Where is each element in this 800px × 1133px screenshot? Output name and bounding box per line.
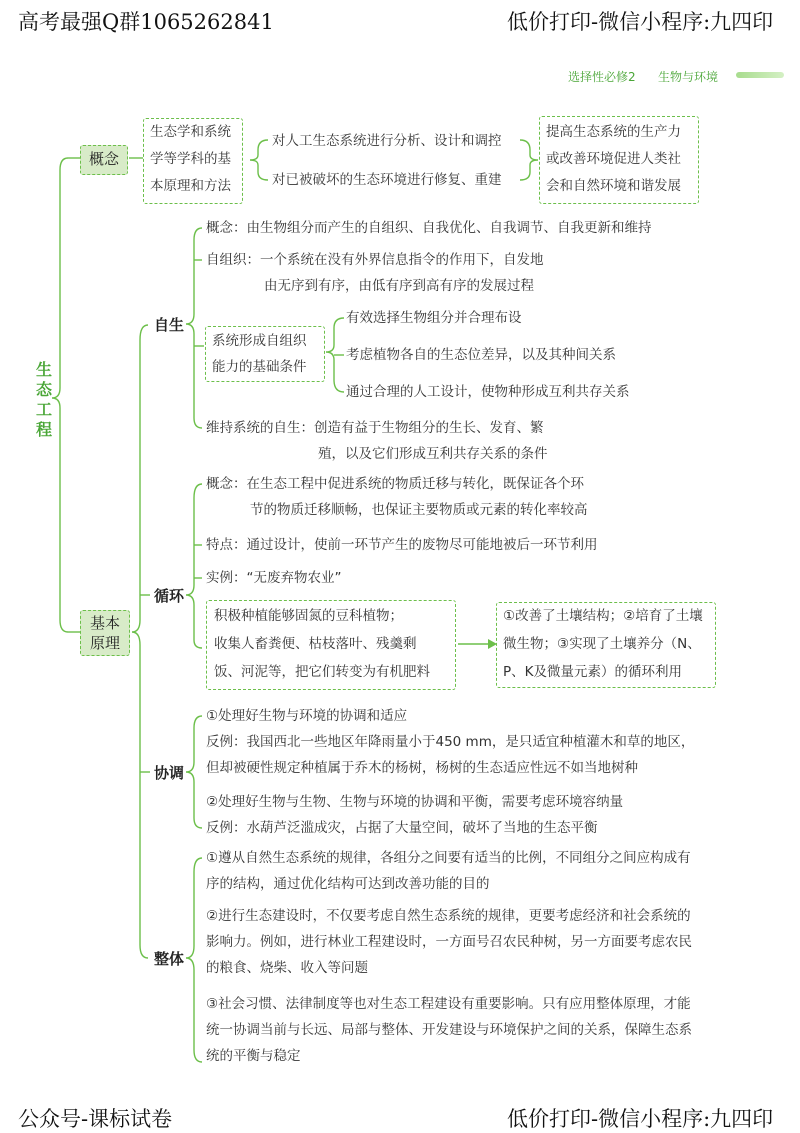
cycle-practice-line: 饭、河泥等，把它们转变为有机肥料	[214, 664, 430, 680]
self-org-line: 自组织：一个系统在没有外界信息指令的作用下，自发地	[206, 252, 544, 268]
cycle-result-line: ①改善了土壤结构；②培育了土壤	[503, 608, 703, 624]
principle-label-line: 基本	[89, 614, 120, 632]
principle-label-line: 原理	[89, 634, 120, 652]
cycle-result-line: 微生物；③实现了土壤养分（N、	[503, 636, 701, 652]
header-book: 选择性必修2	[568, 70, 636, 84]
watermark-top-right: 低价打印-微信小程序:九四印	[507, 10, 774, 34]
whole-label: 整体	[154, 950, 185, 968]
self-condition: 考虑植物各自的生态位差异，以及其种间关系	[346, 347, 616, 363]
cycle-feature: 特点：通过设计，使前一环节产生的废物尽可能地被后一环节利用	[206, 537, 598, 553]
self-condition: 通过合理的人工设计，使物种形成互利共存关系	[346, 384, 630, 400]
concept-goal-line: 提高生态系统的生产力	[546, 124, 681, 140]
harmony-line: ①处理好生物与环境的协调和适应	[206, 708, 408, 724]
concept-goal-line: 会和自然环境和谐发展	[546, 178, 681, 194]
harmony-line: ②处理好生物与生物、生物与环境的协调和平衡，需要考虑环境容纳量	[206, 794, 624, 810]
watermark-top-left: 高考最强Q群1065262841	[18, 10, 274, 34]
cycle-example: 实例：“无废弃物农业”	[206, 570, 342, 586]
whole-line: ②进行生态建设时，不仅要考虑自然生态系统的规律，更要考虑经济和社会系统的	[206, 908, 691, 924]
whole-line: 的粮食、烧柴、收入等问题	[206, 960, 368, 976]
whole-line: 影响力。例如，进行林业工程建设时，一方面号召农民种树，另一方面要考虑农民	[206, 934, 692, 950]
cycle-label: 循环	[154, 587, 185, 605]
concept-basis-line: 生态学和系统	[150, 124, 231, 140]
concept-action: 对已被破坏的生态环境进行修复、重建	[272, 172, 502, 188]
self-sustain-concept: 概念：由生物组分而产生的自组织、自我优化、自我调节、自我更新和维持	[206, 220, 652, 236]
whole-line: 统一协调当前与长远、局部与整体、开发建设与环境保护之间的关系，保障生态系	[206, 1022, 692, 1038]
concept-basis-line: 学等学科的基	[150, 151, 231, 167]
concept-node: 概念	[80, 145, 128, 175]
cycle-result-line: P、K及微量元素）的循环利用	[503, 664, 682, 680]
harmony-label: 协调	[154, 764, 185, 782]
self-sustain-label: 自生	[154, 316, 185, 334]
cycle-practice-line: 收集人畜粪便、枯枝落叶、残羹剩	[214, 636, 417, 652]
whole-line: ①遵从自然生态系统的规律，各组分之间要有适当的比例，不同组分之间应构成有	[206, 850, 691, 866]
self-maintain-line: 殖，以及它们形成互利共存关系的条件	[318, 446, 548, 462]
harmony-line: 但却被硬性规定种植属于乔木的杨树，杨树的生态适应性远不如当地树种	[206, 760, 638, 776]
self-basis-line: 能力的基础条件	[212, 359, 307, 375]
principle-node	[80, 610, 130, 656]
self-condition: 有效选择生物组分并合理布设	[346, 310, 522, 326]
cycle-concept-line: 节的物质迁移顺畅，也保证主要物质或元素的转化率较高	[250, 502, 588, 518]
root-title: 生 态 工 程	[35, 360, 52, 439]
header-chapter: 生物与环境	[658, 70, 719, 84]
concept-goal-line: 或改善环境促进人类社	[546, 151, 681, 167]
concept-action: 对人工生态系统进行分析、设计和调控	[272, 133, 502, 149]
cycle-practice-line: 积极种植能够固氮的豆科植物；	[214, 608, 403, 624]
harmony-line: 反例：我国西北一些地区年降雨量小于450 mm，是只适宜种植灌木和草的地区，	[206, 734, 695, 750]
cycle-concept-line: 概念：在生态工程中促进系统的物质迁移与转化，既保证各个环	[206, 476, 584, 492]
concept-basis-line: 本原理和方法	[150, 178, 231, 194]
whole-line: 统的平衡与稳定	[206, 1048, 301, 1064]
self-org-line: 由无序到有序，由低有序到高有序的发展过程	[264, 278, 534, 294]
self-maintain-line: 维持系统的自生：创造有益于生物组分的生长、发育、繁	[206, 420, 544, 436]
watermark-bottom-left: 公众号-课标试卷	[18, 1107, 173, 1131]
whole-line: 序的结构，通过优化结构可达到改善功能的目的	[206, 876, 490, 892]
whole-line: ③社会习惯、法律制度等也对生态工程建设有重要影响。只有应用整体原理，才能	[206, 996, 691, 1012]
harmony-line: 反例：水葫芦泛滥成灾，占据了大量空间，破坏了当地的生态平衡	[206, 820, 598, 836]
self-basis-line: 系统形成自组织	[212, 333, 307, 349]
watermark-bottom-right: 低价打印-微信小程序:九四印	[507, 1107, 774, 1131]
